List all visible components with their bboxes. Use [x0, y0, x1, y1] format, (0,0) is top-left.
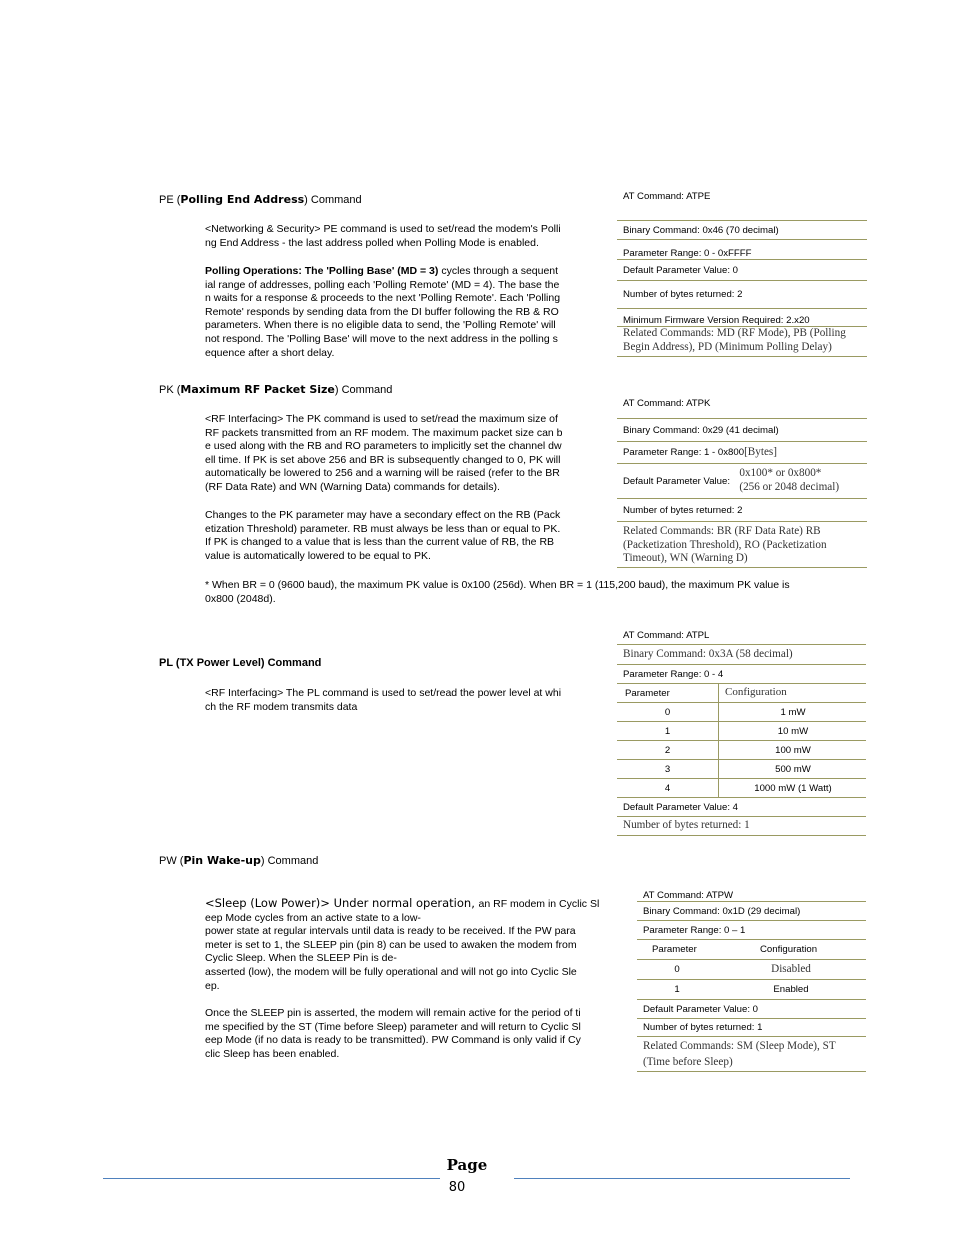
- parameter-range-row: Parameter Range: 1 - 0x800 [Bytes]: [617, 442, 867, 464]
- footer-rule-left: [103, 1178, 440, 1179]
- table-row: [617, 741, 866, 760]
- binary-command-row: Binary Command: 0x1D (29 decimal): [637, 902, 866, 921]
- at-command-row: AT Command: ATPL: [617, 627, 866, 645]
- pl-description: <RF Interfacing> The PL command is used to set/read the power level at whi ch the RF modem transmits data: [205, 687, 562, 713]
- configuration-cell: 500 mW: [775, 763, 811, 775]
- configuration-cell: 100 mW: [775, 744, 811, 756]
- parameter-range-row: Parameter Range: 0 – 1: [637, 921, 866, 940]
- pk-secondary-effect: Changes to the PK parameter may have a secondary effect on the RB (Pack etization Threshold) parameter. RB must always be less than or equal to PK. If PK is changed to a value that is less than the current value of RB, the RB value is automatically lowered to be equal to PK.: [205, 509, 561, 562]
- parameter-cell: 1: [664, 725, 671, 737]
- table-header-row: [637, 940, 866, 960]
- parameter-header: Parameter: [652, 944, 697, 955]
- bytes-returned-row: Number of bytes returned: 2: [617, 499, 867, 522]
- pk-command-table: [617, 388, 867, 569]
- table-header-row: [617, 684, 866, 703]
- pk-baud-note: * When BR = 0 (9600 baud), the maximum PK value is 0x100 (256d). When BR = 1 (115,200 baud), the maximum PK value is 0x800 (2048d).: [205, 579, 790, 605]
- firmware-version-row: Minimum Firmware Version Required: 2.x20: [617, 309, 867, 327]
- at-command-row: AT Command: ATPW: [637, 884, 866, 902]
- default-value-row: Default Parameter Value: 0x100* or 0x800* (256 or 2048 decimal): [617, 464, 867, 499]
- related-commands-row: Related Commands: BR (RF Data Rate) RB (Packetization Threshold), RO (Packetization Timeout), WN (Warning D): [617, 522, 867, 568]
- at-command-row: AT Command: ATPK: [617, 388, 867, 419]
- pk-description: <RF Interfacing> The PK command is used to set/read the maximum size of RF packets transmitted from an RF modem. The maximum packet size can b e used along with the RB and RO parameters to implicitly set the channel dw ell time. If PK is set above 256 and BR is subsequently changed to 0, PK will automatically be lowered to 256 and a warning will be raised (refer to the BR (RF Data Rate) and WN (Warning Data) commands for details).: [205, 413, 563, 493]
- parameter-header: Parameter: [625, 687, 670, 699]
- parameter-range-row: Parameter Range: 0 - 4: [617, 665, 866, 684]
- pw-command-table: [637, 884, 866, 1072]
- pe-description: <Networking & Security> PE command is used to set/read the modem's Polli ng End Address - the last address polled when Polling Mode is enabled.: [205, 223, 561, 249]
- pl-command-table: [617, 627, 866, 837]
- pe-command-table: [617, 188, 867, 358]
- parameter-cell: 3: [664, 763, 671, 775]
- pw-sleep-pin-note: Once the SLEEP pin is asserted, the modem will remain active for the period of ti me specified by the ST (Time before Sleep) parameter and will return to Cyclic Sl eep Mode (if no data is ready to be transmitted). PW Command is only valid if Cy clic Sleep has been enabled.: [205, 1007, 581, 1060]
- parameter-range-row: Parameter Range: 0 - 0xFFFF: [617, 240, 867, 260]
- configuration-cell: 1000 mW (1 Watt): [754, 782, 832, 794]
- parameter-cell: 2: [664, 744, 671, 756]
- binary-command-row: Binary Command: 0x29 (41 decimal): [617, 419, 867, 442]
- bytes-returned-row: Number of bytes returned: 1: [637, 1019, 866, 1037]
- pe-polling-operations: Polling Operations: The 'Polling Base' (MD = 3) cycles through a sequent ial range of addresses, polling each 'Polling Remote' (MD = 4). The base the n waits for a response & proceeds to the next 'Polling Remote'. Each 'Polling Remote' responds by sending data from the DI buffer following the RB & RO parameters. When there is no eligible data to send, the 'Polling Remote' will not respond. The 'Polling Base' will move to the next address in the polling s equence after a short delay.: [205, 265, 561, 359]
- footer-page-label: Page: [446, 1156, 488, 1174]
- table-row: [617, 722, 866, 741]
- footer-page-number: 80: [448, 1180, 466, 1195]
- binary-command-row: Binary Command: 0x3A (58 decimal): [617, 645, 866, 665]
- table-row: [637, 980, 866, 1000]
- table-row: [637, 960, 866, 980]
- pl-heading: PL (TX Power Level) Command: [159, 657, 322, 669]
- related-commands-row: Related Commands: MD (RF Mode), PB (Polling Begin Address), PD (Minimum Polling Delay): [617, 327, 867, 357]
- parameter-cell: 0: [664, 706, 671, 718]
- parameter-cell: 4: [664, 782, 671, 794]
- pk-heading: PK (Maximum RF Packet Size) Command: [159, 383, 393, 396]
- footer-rule-right: [514, 1178, 850, 1179]
- configuration-header: Configuration: [725, 686, 787, 699]
- at-command-row: AT Command: ATPE: [617, 188, 867, 221]
- related-commands-row: Related Commands: SM (Sleep Mode), ST (Time before Sleep): [637, 1037, 866, 1072]
- bytes-returned-row: Number of bytes returned: 1: [617, 817, 866, 836]
- parameter-cell: 0: [674, 964, 680, 975]
- table-row: [617, 703, 866, 722]
- table-row: [617, 779, 866, 798]
- pe-heading: PE (Polling End Address) Command: [159, 193, 362, 206]
- default-value-row: Default Parameter Value: 0: [617, 260, 867, 281]
- bytes-returned-row: Number of bytes returned: 2: [617, 281, 867, 309]
- binary-command-row: Binary Command: 0x46 (70 decimal): [617, 221, 867, 240]
- configuration-cell: Disabled: [771, 962, 811, 975]
- table-row: [617, 760, 866, 779]
- default-value-row: Default Parameter Value: 4: [617, 798, 866, 817]
- configuration-cell: 10 mW: [777, 725, 809, 737]
- configuration-cell: Enabled: [773, 984, 809, 995]
- pw-heading: PW (Pin Wake-up) Command: [159, 854, 319, 867]
- default-value-row: Default Parameter Value: 0: [637, 1000, 866, 1019]
- parameter-cell: 1: [674, 984, 680, 995]
- configuration-cell: 1 mW: [780, 706, 806, 718]
- pw-description: <Sleep (Low Power)> Under normal operation, an RF modem in Cyclic Sl eep Mode cycles from an active state to a low- power state at regular intervals until data is ready to be received. If the PW para meter is set to 1, the SLEEP pin (pin 8) can be used to awaken the modem from Cyclic Sleep. When the SLEEP Pin is de- asserted (low), the modem will be fully operational and will not go into Cyclic Sle ep.: [205, 896, 600, 992]
- configuration-header: Configuration: [760, 944, 818, 955]
